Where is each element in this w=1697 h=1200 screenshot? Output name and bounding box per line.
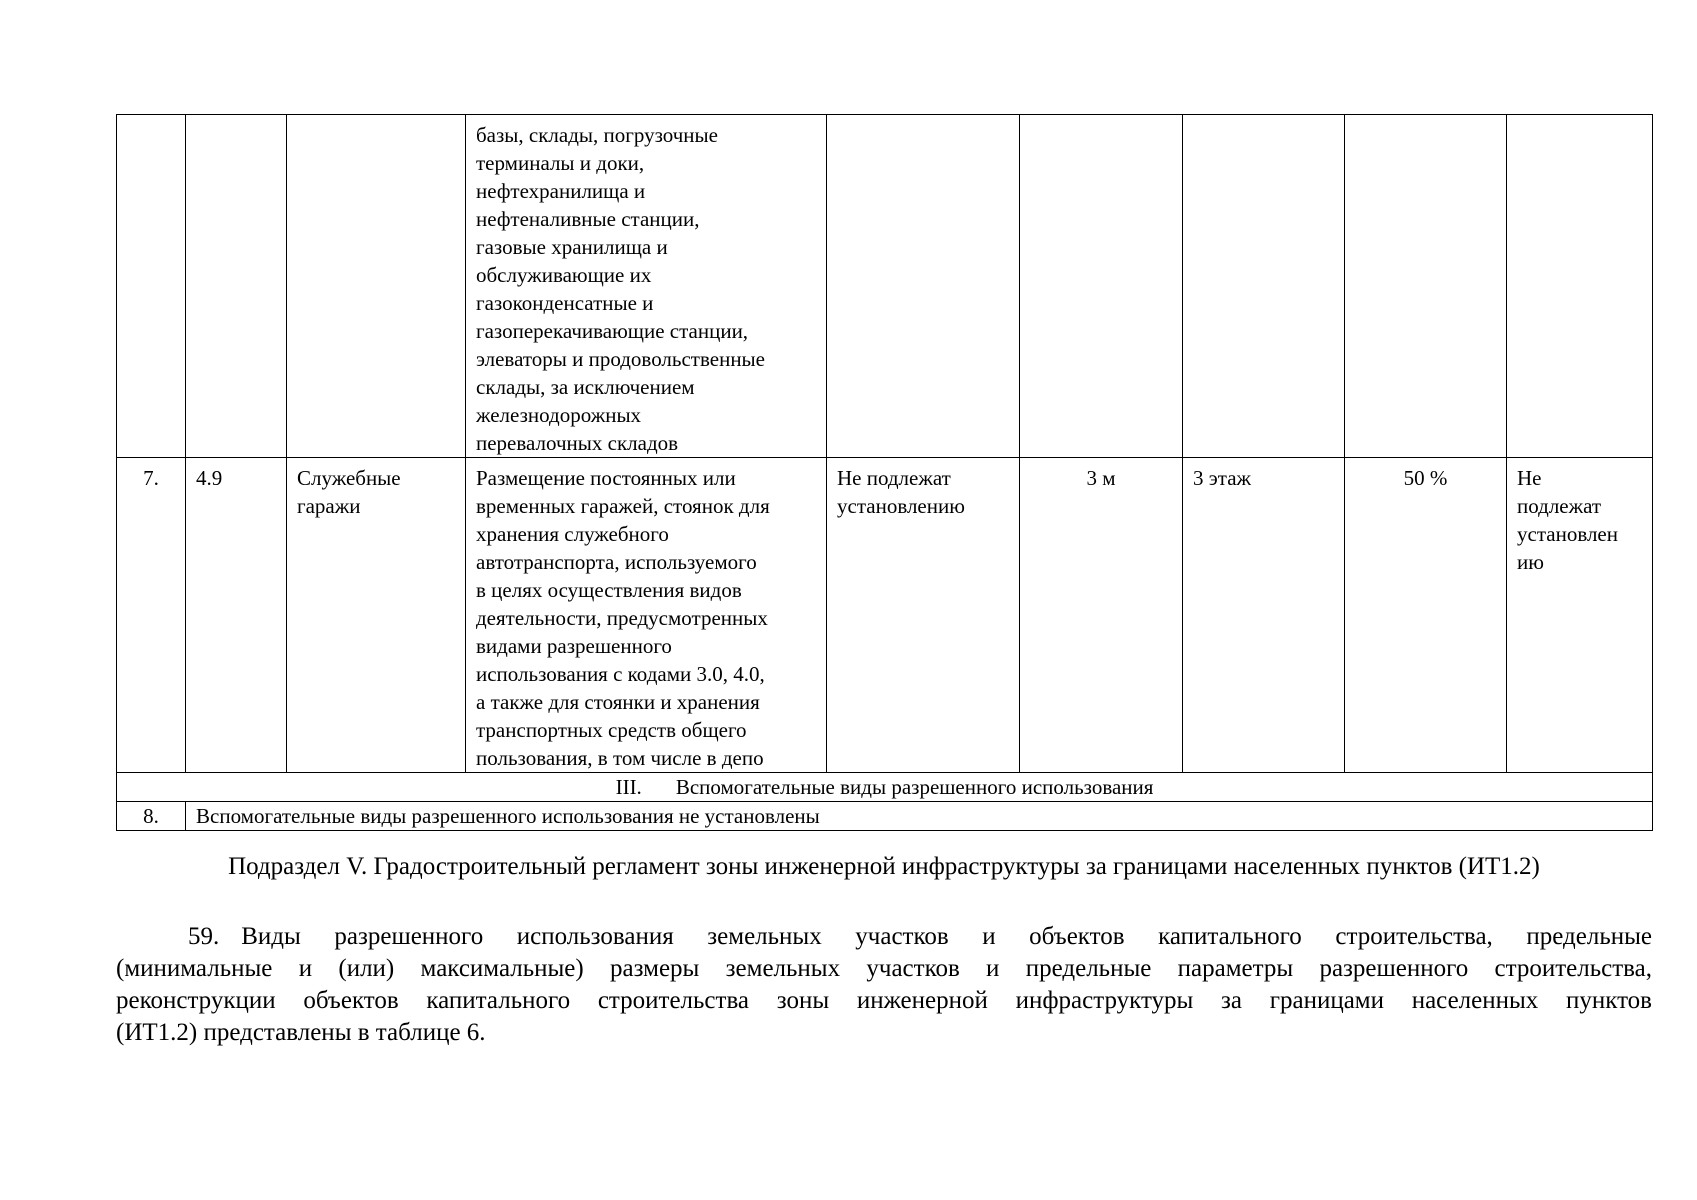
cell-description bbox=[466, 458, 827, 773]
description-line: временных гаражей, стоянок для bbox=[476, 494, 770, 518]
description-line: деятельности, предусмотренных bbox=[476, 606, 768, 630]
cell-other bbox=[1507, 115, 1653, 458]
cell-coverage: 50 % bbox=[1345, 458, 1507, 773]
description-line: склады, за исключением bbox=[476, 375, 695, 399]
description-line: видами разрешенного bbox=[476, 634, 672, 658]
description-line: хранения служебного bbox=[476, 522, 669, 546]
description-line: транспортных средств общего bbox=[476, 718, 747, 742]
table-row-8 bbox=[117, 802, 1653, 831]
description-line: нефтеналивные станции, bbox=[476, 207, 700, 231]
paragraph-line bbox=[116, 921, 1652, 953]
description-line: Размещение постоянных или bbox=[476, 466, 736, 490]
description-line: перевалочных складов bbox=[476, 431, 679, 455]
cell-num: 7. bbox=[117, 458, 186, 773]
cell-plot-size bbox=[827, 458, 1020, 773]
description-line: газоперекачивающие станции, bbox=[476, 319, 749, 343]
cell-plot-size bbox=[827, 115, 1020, 458]
description-line: пользования, в том числе в депо bbox=[476, 746, 764, 770]
paragraph-59 bbox=[116, 921, 1652, 1049]
paragraph-line: реконструкции объектов капитального строительства зоны инженерной инфраструктуры за границами населенных пунктов bbox=[116, 987, 1652, 1014]
regulation-table bbox=[116, 114, 1653, 831]
name-line: гаражи bbox=[297, 494, 361, 518]
cell-setback: 3 м bbox=[1020, 458, 1183, 773]
cell-code bbox=[186, 115, 287, 458]
cell-name bbox=[287, 115, 466, 458]
cell-description bbox=[466, 115, 827, 458]
description-line: элеваторы и продовольственные bbox=[476, 347, 765, 371]
table-row-7 bbox=[117, 458, 1653, 773]
description-line: нефтехранилища и bbox=[476, 179, 646, 203]
paragraph-line-text: Виды разрешенного использования земельных участков и объектов капитального строительства, предельные bbox=[241, 923, 1652, 950]
plot-size-line: установлению bbox=[837, 494, 965, 518]
cell-num: 8. bbox=[117, 802, 186, 831]
description-line: автотранспорта, используемого bbox=[476, 550, 757, 574]
other-line: Не bbox=[1517, 466, 1542, 490]
subsection-title: Подраздел V. Градостроительный регламент зоны инженерной инфраструктуры за границами населенных пунктов (ИТ1.2) bbox=[228, 853, 1540, 880]
cell-code: 4.9 bbox=[186, 458, 287, 773]
description-line: газоконденсатные и bbox=[476, 291, 654, 315]
other-line: ию bbox=[1517, 550, 1544, 574]
description-line: базы, склады, погрузочные bbox=[476, 123, 718, 147]
paragraph-number: 59. bbox=[188, 923, 220, 950]
other-line: установлен bbox=[1517, 522, 1618, 546]
description-line: железнодорожных bbox=[476, 403, 642, 427]
paragraph-line: (минимальные и (или) максимальные) размеры земельных участков и предельные параметры разрешенного строительства, bbox=[116, 955, 1652, 982]
cell-num bbox=[117, 115, 186, 458]
description-line: а также для стоянки и хранения bbox=[476, 690, 760, 714]
cell-floors: 3 этаж bbox=[1183, 458, 1345, 773]
description-line: использования с кодами 3.0, 4.0, bbox=[476, 662, 765, 686]
cell-merged-text: Вспомогательные виды разрешенного использования не установлены bbox=[186, 802, 1653, 831]
table-row-continuation bbox=[117, 115, 1653, 458]
paragraph-line: (ИТ1.2) представлены в таблице 6. bbox=[116, 1019, 486, 1046]
description-line: газовые хранилища и bbox=[476, 235, 668, 259]
cell-coverage bbox=[1345, 115, 1507, 458]
cell-name bbox=[287, 458, 466, 773]
description-line: в целях осуществления видов bbox=[476, 578, 742, 602]
cell-floors bbox=[1183, 115, 1345, 458]
name-line: Служебные bbox=[297, 466, 401, 490]
section-heading-number: III. bbox=[615, 775, 642, 799]
description-line: терминалы и доки, bbox=[476, 151, 645, 175]
cell-setback bbox=[1020, 115, 1183, 458]
other-line: подлежат bbox=[1517, 494, 1602, 518]
cell-other bbox=[1507, 458, 1653, 773]
plot-size-line: Не подлежат bbox=[837, 466, 951, 490]
table-row-section-heading bbox=[117, 773, 1653, 802]
description-line: обслуживающие их bbox=[476, 263, 652, 287]
section-heading-text: Вспомогательные виды разрешенного использования bbox=[675, 775, 1154, 799]
section-heading bbox=[117, 773, 1653, 802]
